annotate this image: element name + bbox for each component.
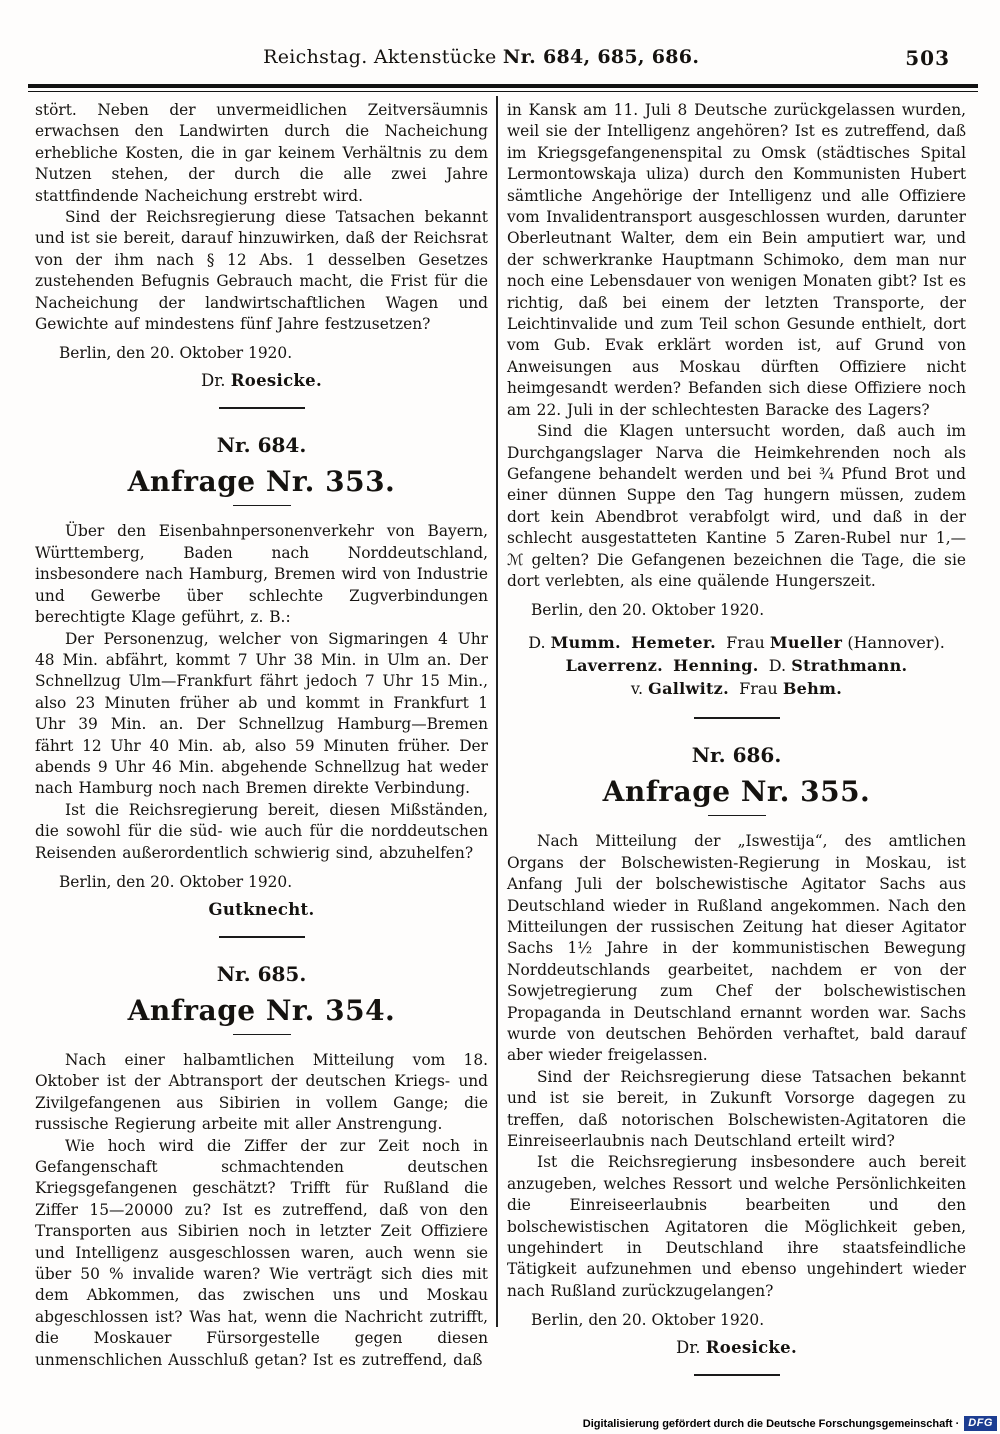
heading-underline — [233, 505, 291, 506]
credit-text: Digitalisierung gefördert durch die Deutsche Forschungsgemeinschaft · — [582, 1417, 960, 1430]
paragraph-continuation: stört. Neben der unvermeidlichen Zeitversäumnis erwachsen den Landwirten durch die Nacheichung erhebliche Kosten, die in gar keinem Verhältnis zu dem Nutzen stehen, der durch die alle zwei Jahre stattfindende Nacheichung erstrebt wird. — [35, 101, 488, 205]
signature-line-1 — [507, 631, 966, 654]
section-number-684: Nr. 684. — [216, 433, 307, 458]
signature-prefix: Frau — [726, 633, 770, 653]
column-divider-rule — [496, 96, 498, 1327]
paragraph-continuation-354: in Kansk am 11. Juli 8 Deutsche zurückgelassen wurden, weil sie der Intelligenz angehören? Ist es zutreffend, daß im Kriegsgefangenenspital zu Omsk (städtisches Spital Lermontowskaja uliza) durch den Kommunisten Hubert sämtliche Angehörige der Intelligenz und alle Offiziere vom Invalidentransport ausgeschlossen wurden, darunter Oberleutnant Walter, dem ein Bein amputiert war, und der schwerkranke Hauptmann Schimoko, dem man nur noch eine Lebensdauer von wenigen Monaten gibt? Ist es richtig, daß bei einem der letzten Transporte, der Leichtinvalide und zum Teil schon Gesunde enthielt, dort vom Gub. Evak erklärt worden ist, auf Grund von Anweisungen aus Moskau dürften Offiziere nicht heimgesandt werden? Befanden sich diese Offiziere noch am 22. Juli in der schlechtesten Baracke des Lagers? — [507, 101, 966, 419]
separator-rule — [219, 407, 305, 409]
header-double-rule — [28, 84, 978, 92]
signature-prefix: v. — [630, 679, 649, 699]
separator-rule — [694, 1374, 780, 1376]
signature-suffix: (Hannover). — [842, 633, 945, 653]
left-column — [35, 100, 488, 1371]
signature-line-3 — [507, 677, 966, 700]
paragraph-question-354: Wie hoch wird die Ziffer der zur Zeit noch in Gefangenschaft schmachtenden deutschen Kriegsgefangenen geschätzt? Trifft für Rußland die Ziffer 15—20000 zu? Ist es zutreffend, daß von den Transporten aus Sibirien noch in letzter Zeit Offiziere und Intelligenz ausgeschlossen waren, auch wenn sie über 50 % invalide waren? Wie verträgt sich dies mit dem Abkommen, das zwischen uns und Moskau abgeschlossen ist? Was hat, wenn die Nachricht zutrifft, die Moskauer Fürsorgestelle gegen diesen unmenschlichen Ausschluß getan? Ist es zutreffend, daß — [35, 1136, 488, 1369]
heading-underline — [708, 815, 766, 816]
signature-name: Mumm. — [550, 633, 621, 653]
signature-name: Strathmann. — [791, 656, 908, 676]
signature-name: Roesicke. — [705, 1338, 797, 1358]
running-title-numbers: Nr. 684, 685, 686. — [502, 46, 700, 68]
paragraph-question-683: Sind der Reichsregierung diese Tatsachen bekannt und ist sie bereit, darauf hinzuwirken, daß der Reichsrat von der ihm nach § 12 Abs. 1 desselben Gesetzes zustehenden Befugnis Gebrauch macht, die Frist für die Nacheichung der landwirtschaftlichen Wagen und Gewichte auf mindestens fünf Jahre festzusetzen? — [35, 208, 488, 334]
dateline: Berlin, den 20. Oktober 1920. — [531, 601, 765, 620]
paragraph-train-details: Der Personenzug, welcher von Sigmaringen 4 Uhr 48 Min. abfährt, kommt 7 Uhr 38 Min. in Ulm an. Der Schnellzug Ulm—Frankfurt fährt jedoch 7 Uhr 15 Min., also 23 Minuten früher ab und kommt in Frankfurt 1 Uhr 39 Min. an. Der Schnellzug Hamburg—Bremen fährt 12 Uhr 40 Min. ab, also 59 Minuten früher. Der abends 9 Uhr 46 Min. abgehende Schnellzug hat weder nach Hamburg noch nach Bremen direkte Verbindung. — [35, 629, 488, 798]
signature-name: Gutknecht. — [208, 899, 315, 919]
signature-name: Mueller — [769, 633, 843, 653]
section-number-686: Nr. 686. — [691, 743, 782, 768]
running-title — [263, 46, 699, 68]
paragraph-question-355a: Sind der Reichsregierung diese Tatsachen bekannt und ist sie bereit, in Zukunft Vorsorge dagegen zu treffen, daß notorischen Bolschewisten-Agitatoren die Einreiseerlaubnis nach Deutschland erteilt wird? — [507, 1067, 966, 1151]
paragraph-question-353: Ist die Reichsregierung bereit, diesen Mißständen, die sowohl für die süd- wie auch für die norddeutschen Reisenden außerordentlich schwierig sind, abzuhelfen? — [35, 800, 488, 862]
signature-prefix: Frau — [739, 679, 783, 699]
page-number: 503 — [905, 46, 950, 70]
right-column — [507, 100, 966, 1389]
signature-name: Laverrenz. — [565, 656, 663, 676]
section-heading-anfrage-354: Anfrage Nr. 354. — [127, 993, 396, 1027]
digitization-credit — [583, 1416, 997, 1431]
separator-rule — [219, 936, 305, 938]
running-title-text: Reichstag. Aktenstücke — [263, 46, 503, 68]
signature-name: Behm. — [782, 679, 843, 699]
paragraph-question-355b: Ist die Reichsregierung insbesondere auch bereit anzugeben, welches Ressort und welche Persönlichkeiten die Einreiseerlaubnis bearbeiten und den bolschewistischen Agitatoren die Möglichkeit geben, ungehindert in Deutschland ihre staatsfeindliche Tätigkeit aufzunehmen und ebenso ungehindert wieder nach Rußland zurückzugelangen? — [507, 1153, 966, 1300]
dateline: Berlin, den 20. Oktober 1920. — [531, 1311, 765, 1330]
signature — [35, 900, 488, 919]
separator-rule — [694, 717, 780, 719]
section-heading-anfrage-353: Anfrage Nr. 353. — [127, 465, 396, 499]
dfg-logo: DFG — [964, 1416, 997, 1431]
section-number-685: Nr. 685. — [216, 961, 307, 986]
heading-underline — [233, 1034, 291, 1035]
signature-name: Hemeter. — [631, 633, 716, 653]
signature — [35, 371, 488, 390]
dateline: Berlin, den 20. Oktober 1920. — [59, 344, 293, 363]
signature-name: Gallwitz. — [648, 679, 729, 699]
signature-prefix: Dr. — [676, 1338, 706, 1358]
dateline: Berlin, den 20. Oktober 1920. — [59, 872, 293, 891]
signature-prefix: D. — [528, 633, 551, 653]
signature-name: Henning. — [673, 656, 759, 676]
paragraph-intro-353: Über den Eisenbahnpersonenverkehr von Bayern, Württemberg, Baden nach Norddeutschland, insbesondere nach Hamburg, Bremen wird von Industrie und Gewerbe über schlechte Zugverbindungen berechtigte Klage geführt, z. B.: — [35, 522, 488, 627]
paragraph-intro-355: Nach Mitteilung der „Iswestija“, des amtlichen Organs der Bolschewisten-Regierung in Moskau, ist Anfang Juli der bolschewistische Agitator Sachs aus Deutschland wieder in Rußland angekommen. Nach den Mitteilungen der russischen Zeitung hat dieser Agitator Sachs 1½ Jahre in der kommunistischen Bewegung Norddeutschlands gearbeitet, nachdem er von der Sowjetregierung zum Chef der bolschewistischen Propaganda in Deutschland ernannt worden war. Sachs wurde von deutschen Behörden verhaftet, bald darauf aber wieder freigelassen. — [507, 832, 966, 1065]
signature-block — [507, 631, 966, 700]
paragraph-intro-354: Nach einer halbamtlichen Mitteilung vom 18. Oktober ist der Abtransport der deutschen Kriegs- und Zivilgefangenen aus Sibirien in vollem Gange; die russische Regierung arbeite mit aller Anstrengung. — [35, 1050, 488, 1134]
paragraph-narva: Sind die Klagen untersucht worden, daß auch im Durchgangslager Narva die Heimkehrenden noch als Gefangene behandelt werden und bei ¾ Pfund Brot und einer dünnen Suppe den Tag hungern müssen, zudem dort kein Abendbrot verabfolgt wird, und daß in der schlecht ausgestatteten Kantine 5 Zaren-Rubel nur 1,— ℳ gelten? Die Gefangenen bezeichnen die Tage, die sie dort verlebten, als eine quälende Hungerszeit. — [507, 422, 966, 590]
page-header — [28, 46, 978, 80]
section-heading-anfrage-355: Anfrage Nr. 355. — [602, 775, 871, 809]
signature-prefix: Dr. — [201, 371, 231, 391]
signature-name: Roesicke. — [230, 371, 322, 391]
signature — [507, 1338, 966, 1357]
signature-prefix: D. — [768, 656, 792, 676]
signature-line-2 — [507, 654, 966, 677]
